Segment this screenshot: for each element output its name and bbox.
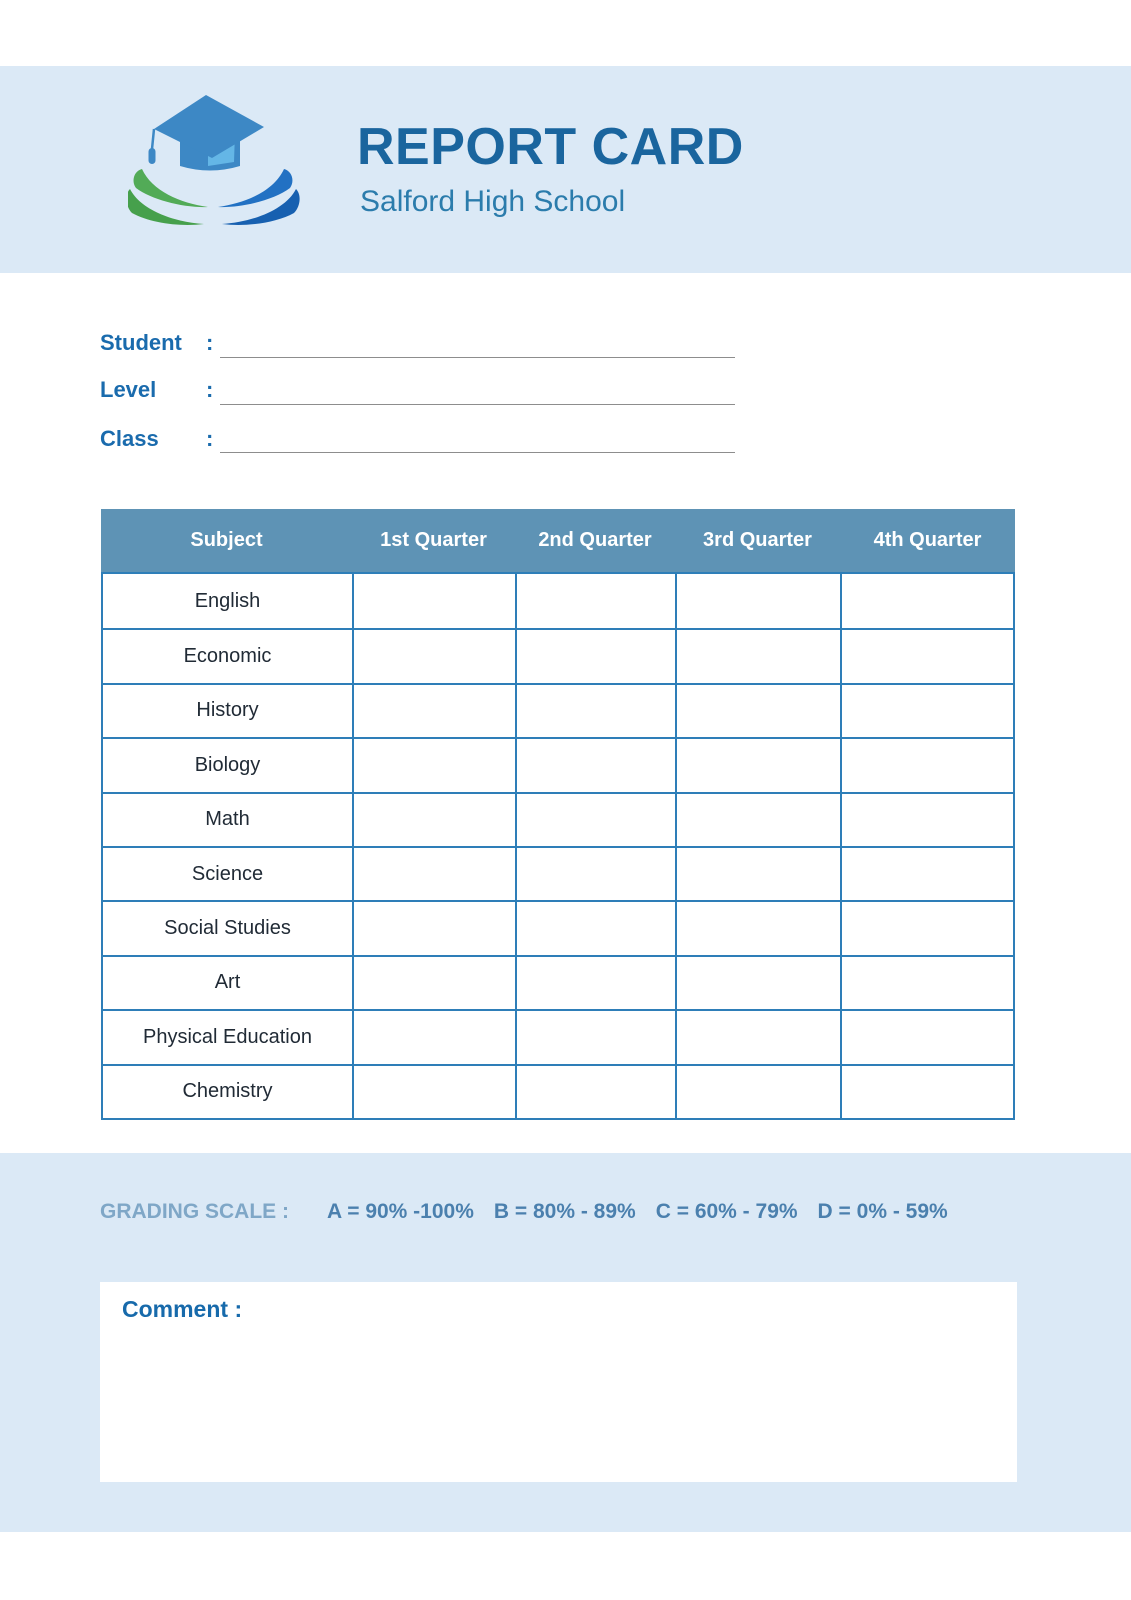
subject-cell: Chemistry — [103, 1064, 352, 1118]
grade-cell[interactable] — [515, 846, 675, 900]
school-name: Salford High School — [360, 185, 626, 218]
level-input-line[interactable] — [220, 404, 735, 405]
grade-cell[interactable] — [840, 846, 1013, 900]
grade-cell[interactable] — [675, 1064, 840, 1118]
grade-cell[interactable] — [840, 955, 1013, 1009]
grade-cell[interactable] — [515, 792, 675, 846]
grade-cell[interactable] — [515, 955, 675, 1009]
grade-cell[interactable] — [352, 792, 515, 846]
grade-cell[interactable] — [352, 683, 515, 737]
grade-cell[interactable] — [515, 1064, 675, 1118]
column-header-4th-quarter: 4th Quarter — [873, 529, 982, 551]
grade-cell[interactable] — [840, 574, 1013, 628]
subject-cell: Science — [103, 846, 352, 900]
grade-cell[interactable] — [352, 574, 515, 628]
page-title: REPORT CARD — [357, 118, 744, 176]
subject-cell: History — [103, 683, 352, 737]
subject-cell: Art — [103, 955, 352, 1009]
grade-cell[interactable] — [840, 1009, 1013, 1063]
grade-cell[interactable] — [675, 628, 840, 682]
student-input-line[interactable] — [220, 357, 735, 358]
grade-cell[interactable] — [515, 900, 675, 954]
grade-cell[interactable] — [675, 792, 840, 846]
grade-cell[interactable] — [352, 737, 515, 791]
column-header-2nd-quarter: 2nd Quarter — [538, 529, 652, 551]
grade-cell[interactable] — [840, 737, 1013, 791]
grade-cell[interactable] — [840, 628, 1013, 682]
grade-cell[interactable] — [840, 683, 1013, 737]
subject-cell: Biology — [103, 737, 352, 791]
grading-scale — [100, 1200, 1060, 1224]
column-header-1st-quarter: 1st Quarter — [380, 529, 487, 551]
graduation-cap-icon — [149, 95, 265, 171]
class-label: Class — [100, 426, 159, 451]
comment-label: Comment : — [122, 1296, 243, 1322]
grade-cell[interactable] — [515, 737, 675, 791]
grade-cell[interactable] — [675, 900, 840, 954]
class-input-line[interactable] — [220, 452, 735, 453]
grade-cell[interactable] — [675, 955, 840, 1009]
comment-area[interactable] — [100, 1282, 1017, 1482]
subject-cell: Physical Education — [103, 1009, 352, 1063]
school-logo — [128, 85, 300, 237]
grading-scale-label: GRADING SCALE : — [100, 1200, 289, 1223]
grading-scale-a: A = 90% -100% — [327, 1200, 474, 1223]
grade-cell[interactable] — [840, 792, 1013, 846]
grade-cell[interactable] — [840, 900, 1013, 954]
grade-cell[interactable] — [515, 1009, 675, 1063]
grade-cell[interactable] — [515, 574, 675, 628]
grade-cell[interactable] — [675, 846, 840, 900]
grade-cell[interactable] — [840, 1064, 1013, 1118]
grade-cell[interactable] — [352, 955, 515, 1009]
subject-cell: English — [194, 589, 261, 612]
subject-cell: Social Studies — [103, 900, 352, 954]
subject-cell: Economic — [103, 628, 352, 682]
grade-cell[interactable] — [515, 683, 675, 737]
grading-scale-d: D = 0% - 59% — [817, 1200, 948, 1223]
level-label: Level — [100, 377, 157, 402]
grading-scale-b: B = 80% - 89% — [493, 1200, 636, 1223]
level-colon: : — [206, 377, 214, 402]
grade-cell[interactable] — [352, 900, 515, 954]
grade-cell[interactable] — [675, 574, 840, 628]
grade-cell[interactable] — [352, 628, 515, 682]
student-colon: : — [206, 330, 214, 355]
grade-cell[interactable] — [352, 1009, 515, 1063]
grade-cell[interactable] — [515, 628, 675, 682]
grades-table-header — [101, 509, 1015, 572]
grade-cell[interactable] — [675, 1009, 840, 1063]
student-label: Student — [100, 330, 182, 355]
grading-scale-c: C = 60% - 79% — [655, 1200, 798, 1223]
column-header-subject: Subject — [190, 529, 263, 551]
grades-table-body — [101, 572, 1015, 1120]
column-header-3rd-quarter: 3rd Quarter — [703, 529, 812, 551]
grade-cell[interactable] — [352, 846, 515, 900]
class-colon: : — [206, 426, 214, 451]
grade-cell[interactable] — [675, 683, 840, 737]
grade-cell[interactable] — [352, 1064, 515, 1118]
subject-cell: Math — [103, 792, 352, 846]
open-book-icon — [128, 169, 300, 225]
grade-cell[interactable] — [675, 737, 840, 791]
grades-table — [101, 509, 1015, 1120]
